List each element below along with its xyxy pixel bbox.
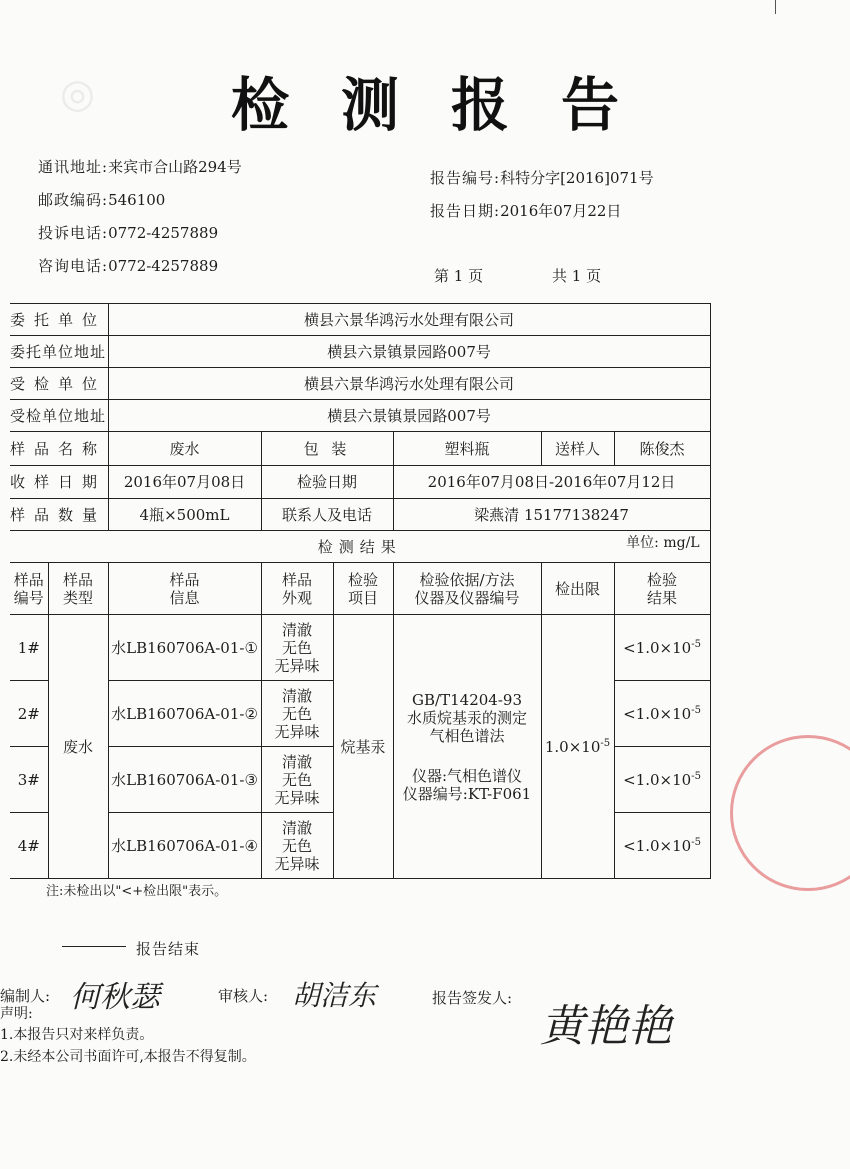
- title-char: 告: [561, 71, 620, 139]
- results-title-cell: [10, 531, 710, 563]
- report-date-label: 报告日期:: [430, 202, 501, 220]
- test-date-value: 2016年07月08日-2016年07月12日: [393, 466, 710, 499]
- col-header-text: 检验 结果: [647, 570, 678, 607]
- inspected-address-label: 受检单位地址: [10, 400, 108, 432]
- inspected-unit-label: 受检单位: [10, 368, 108, 400]
- client-label: 委托单位: [10, 304, 108, 336]
- appearance-text: 清澈 无色 无异味: [274, 752, 320, 807]
- appearance-text: 清澈 无色 无异味: [274, 818, 320, 873]
- title-char: 测: [340, 71, 399, 139]
- address-line: [38, 156, 242, 177]
- report-end-rule: [62, 946, 126, 947]
- col-header-sample-type: [48, 563, 108, 615]
- report-date-value: 2016年07月22日: [500, 202, 622, 220]
- test-item: 烷基汞: [333, 615, 393, 879]
- official-seal: [730, 735, 850, 891]
- watermark-logo: ◎: [60, 70, 95, 117]
- postcode-label: 邮政编码:: [38, 191, 109, 209]
- col-header-detection-limit: [541, 563, 614, 615]
- result-exp: -5: [691, 704, 701, 716]
- col-header-text: 样品 编号: [13, 570, 44, 607]
- issuer-signature: 黄艳艳: [540, 1001, 672, 1052]
- sample-quantity-label: 样品数量: [10, 499, 108, 531]
- sample-appearance: [261, 747, 333, 813]
- compiler-signature: 何秋瑟: [70, 980, 160, 1015]
- result-exp: -5: [691, 770, 701, 782]
- report-date-line: [430, 200, 621, 221]
- package-label: 包 装: [261, 432, 393, 466]
- result-base: <1.0×10: [623, 638, 692, 657]
- complaint-value: 0772-4257889: [108, 224, 219, 242]
- sender-label: 送样人: [541, 432, 614, 466]
- method-line: GB/T14204-93: [412, 690, 522, 709]
- col-header-text: 检验依据/方法 仪器及仪器编号: [414, 570, 520, 607]
- issuer-label: 报告签发人:: [432, 989, 513, 1007]
- sample-no: 4#: [10, 813, 48, 879]
- postcode-line: [38, 189, 165, 210]
- appearance-text: 清澈 无色 无异味: [274, 686, 320, 741]
- report-title: [0, 58, 850, 142]
- sample-info: 水LB160706A-01-①: [108, 615, 261, 681]
- statement-2: 2.未经本公司书面许可,本报告不得复制。: [0, 1049, 256, 1065]
- result-exp: -5: [691, 836, 701, 848]
- client-value: 横县六景华鸿污水处理有限公司: [108, 304, 710, 336]
- title-char: 检: [230, 71, 289, 139]
- result-base: <1.0×10: [623, 836, 692, 855]
- result-exp: -5: [691, 638, 701, 650]
- complaint-phone-line: [38, 222, 218, 243]
- postcode-value: 546100: [108, 191, 166, 209]
- report-number-label: 报告编号:: [430, 169, 501, 187]
- instrument-line: 仪器编号:KT-F061: [402, 784, 532, 803]
- method-line: 气相色谱法: [429, 726, 505, 745]
- col-header-sample-no: [10, 563, 48, 615]
- sample-info: 水LB160706A-01-②: [108, 681, 261, 747]
- appearance-text: 清澈 无色 无异味: [274, 620, 320, 675]
- test-result: [614, 615, 710, 681]
- sample-appearance: [261, 813, 333, 879]
- address-value: 来宾市合山路294号: [108, 158, 242, 176]
- compiler-label: 编制人:: [0, 987, 51, 1005]
- detection-limit: [541, 615, 614, 879]
- report-table: [10, 303, 711, 879]
- inquiry-phone-line: [38, 255, 218, 276]
- table-note: 注:未检出以"<+检出限"表示。: [46, 884, 228, 899]
- statement-1: 1.本报告只对来样负责。: [0, 1027, 154, 1043]
- col-header-sample-info: [108, 563, 261, 615]
- test-date-label: 检验日期: [261, 466, 393, 499]
- test-method: [393, 615, 541, 879]
- reviewer-label: 审核人:: [218, 987, 269, 1005]
- inquiry-label: 咨询电话:: [38, 257, 109, 275]
- report-end-text: 报告结束: [136, 940, 201, 958]
- receive-date-label: 收样日期: [10, 466, 108, 499]
- inquiry-value: 0772-4257889: [108, 257, 219, 275]
- sample-no: 3#: [10, 747, 48, 813]
- detection-limit-exp: -5: [600, 737, 611, 749]
- client-address-label: 委托单位地址: [10, 336, 108, 368]
- title-char: 报: [451, 71, 510, 139]
- col-header-test-item: [333, 563, 393, 615]
- col-header-text: 样品 信息: [169, 570, 200, 607]
- col-header-result: [614, 563, 710, 615]
- sample-name-value: 废水: [108, 432, 261, 466]
- complaint-label: 投诉电话:: [38, 224, 109, 242]
- receive-date-value: 2016年07月08日: [108, 466, 261, 499]
- col-header-appearance: [261, 563, 333, 615]
- sample-info: 水LB160706A-01-③: [108, 747, 261, 813]
- sample-info: 水LB160706A-01-④: [108, 813, 261, 879]
- sample-name-label: 样品名称: [10, 432, 108, 466]
- contact-value: 梁燕清 15177138247: [393, 499, 710, 531]
- package-value: 塑料瓶: [393, 432, 541, 466]
- sender-value: 陈俊杰: [614, 432, 710, 466]
- sample-appearance: [261, 615, 333, 681]
- col-header-text: 样品 外观: [282, 570, 313, 607]
- instrument-line: 仪器:气相色谱仪: [411, 766, 523, 785]
- inspected-unit-value: 横县六景华鸿污水处理有限公司: [108, 368, 710, 400]
- test-result: [614, 747, 710, 813]
- col-header-text: 检出限: [555, 579, 601, 598]
- results-title: 检测结果: [317, 537, 402, 556]
- client-address-value: 横县六景镇景园路007号: [108, 336, 710, 368]
- page-current: 第 1 页: [434, 267, 484, 285]
- inspected-address-value: 横县六景镇景园路007号: [108, 400, 710, 432]
- report-number-value: 科特分字[2016]071号: [500, 169, 654, 187]
- page-edge-line: [775, 0, 776, 14]
- result-base: <1.0×10: [623, 704, 692, 723]
- sample-quantity-value: 4瓶×500mL: [108, 499, 261, 531]
- reviewer-signature: 胡洁东: [292, 979, 377, 1012]
- sample-type: 废水: [48, 615, 108, 879]
- sample-no: 2#: [10, 681, 48, 747]
- report-number-line: [430, 167, 654, 188]
- contact-label: 联系人及电话: [261, 499, 393, 531]
- method-line: 水质烷基汞的测定: [407, 708, 528, 727]
- test-result: [614, 813, 710, 879]
- col-header-text: 样品 类型: [63, 570, 94, 607]
- detection-limit-base: 1.0×10: [544, 737, 601, 756]
- sample-appearance: [261, 681, 333, 747]
- col-header-text: 检验 项目: [348, 570, 379, 607]
- sample-no: 1#: [10, 615, 48, 681]
- col-header-method: [393, 563, 541, 615]
- test-result: [614, 681, 710, 747]
- results-unit: 单位: mg/L: [626, 535, 700, 551]
- address-label: 通讯地址:: [38, 158, 109, 176]
- result-base: <1.0×10: [623, 770, 692, 789]
- statement-label: 声明:: [0, 1006, 33, 1022]
- page-total: 共 1 页: [552, 267, 602, 285]
- table-row: [10, 615, 710, 681]
